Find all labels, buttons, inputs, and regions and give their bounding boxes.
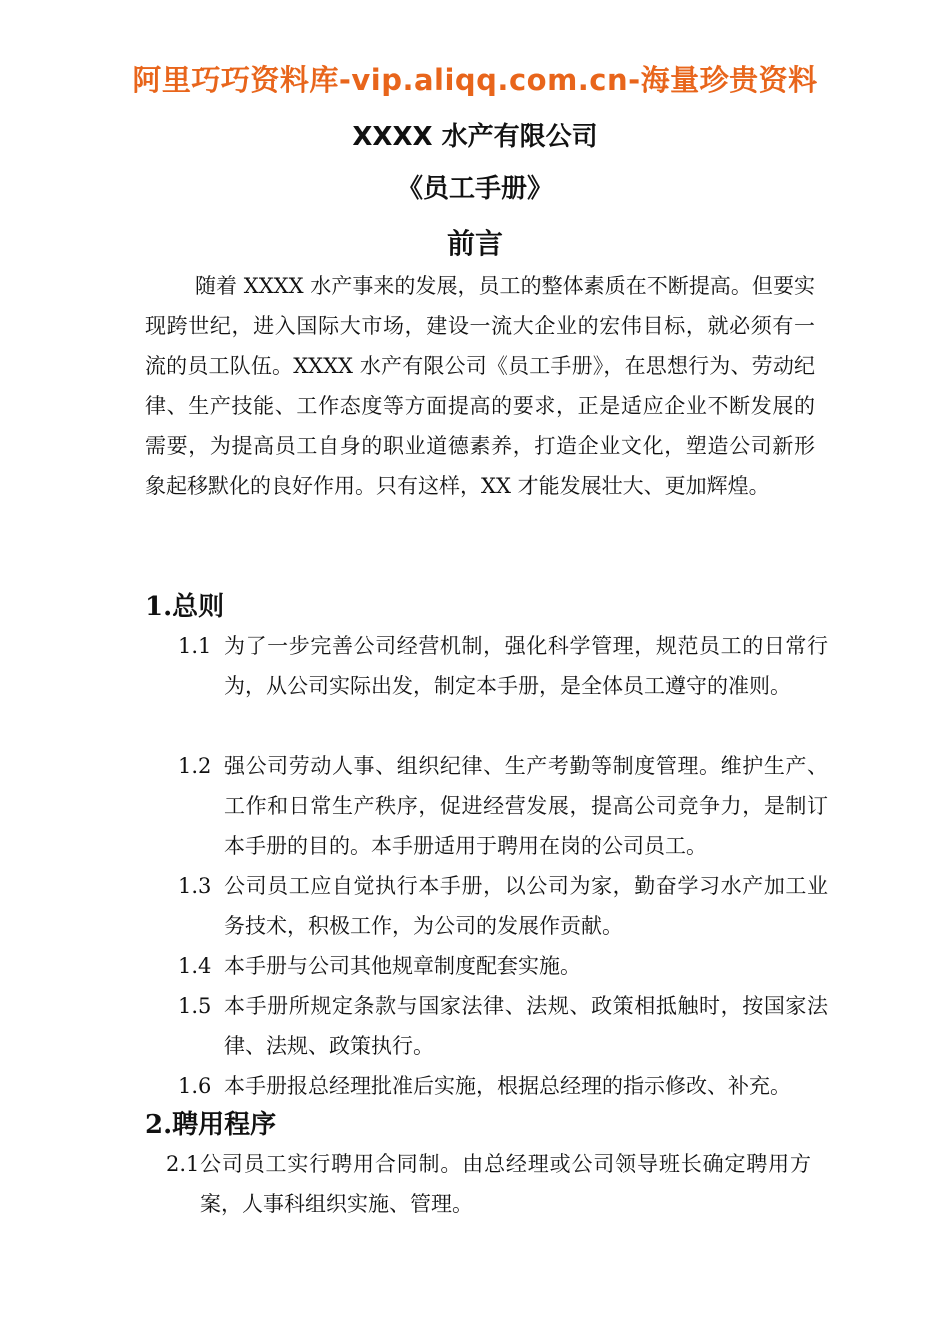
clause-number: 2.1: [166, 1152, 200, 1176]
clause-text: 本手册与公司其他规章制度配套实施。: [224, 954, 581, 978]
clause-1-4: [178, 946, 828, 986]
section-heading-general: 1.总则: [145, 592, 225, 622]
clause-number: 1.6: [178, 1074, 212, 1098]
preface-heading: 前言: [446, 227, 503, 260]
clause-text: 公司员工实行聘用合同制。由总经理或公司领导班长确定聘用方案，人事科组织实施、管理。: [200, 1152, 811, 1216]
section-heading-hiring: 2.聘用程序: [145, 1110, 277, 1140]
company-title: XXXX 水产有限公司: [352, 122, 598, 152]
watermark-banner: 阿里巧巧资料库-vip.aliqq.com.cn-海量珍贵资料: [132, 63, 818, 97]
clause-text: 为了一步完善公司经营机制，强化科学管理，规范员工的日常行为，从公司实际出发，制定本手册，是全体员工遵守的准则。: [224, 634, 828, 698]
clause-number: 1.1: [178, 634, 212, 658]
clause-1-6: [178, 1066, 828, 1106]
clause-text: 本手册报总经理批准后实施，根据总经理的指示修改、补充。: [224, 1074, 791, 1098]
clause-number: 1.3: [178, 874, 212, 898]
clause-text: 公司员工应自觉执行本手册，以公司为家，勤奋学习水产加工业务技术，积极工作，为公司的发展作贡献。: [224, 874, 828, 938]
clause-1-5: [178, 986, 828, 1066]
clause-number: 1.5: [178, 994, 212, 1018]
clause-number: 1.2: [178, 754, 212, 778]
clause-1-2: [178, 746, 828, 866]
preface-paragraph: 随着 XXXX 水产事来的发展，员工的整体素质在不断提高。但要实现跨世纪，进入国际大市场，建设一流大企业的宏伟目标，就必须有一流的员工队伍。XXXX 水产有限公司《员工手册》，在思想行为、劳动纪律、生产技能、工作态度等方面提高的要求，正是适应企业不断发展的需要，为提高员工自身的职业道德素养，打造企业文化，塑造公司新形象起移默化的良好作用。只有这样，XX 才能发展壮大、更加辉煌。: [145, 274, 815, 498]
clause-text: 强公司劳动人事、组织纪律、生产考勤等制度管理。维护生产、工作和日常生产秩序，促进经营发展，提高公司竞争力，是制订本手册的目的。本手册适用于聘用在岗的公司员工。: [224, 754, 828, 858]
handbook-title: 《员工手册》: [396, 174, 553, 204]
clause-1-3: [178, 866, 828, 946]
clause-1-1: [178, 626, 828, 706]
clause-text: 本手册所规定条款与国家法律、法规、政策相抵触时，按国家法律、法规、政策执行。: [224, 994, 828, 1058]
clause-number: 1.4: [178, 954, 212, 978]
clause-2-1: [166, 1144, 811, 1224]
